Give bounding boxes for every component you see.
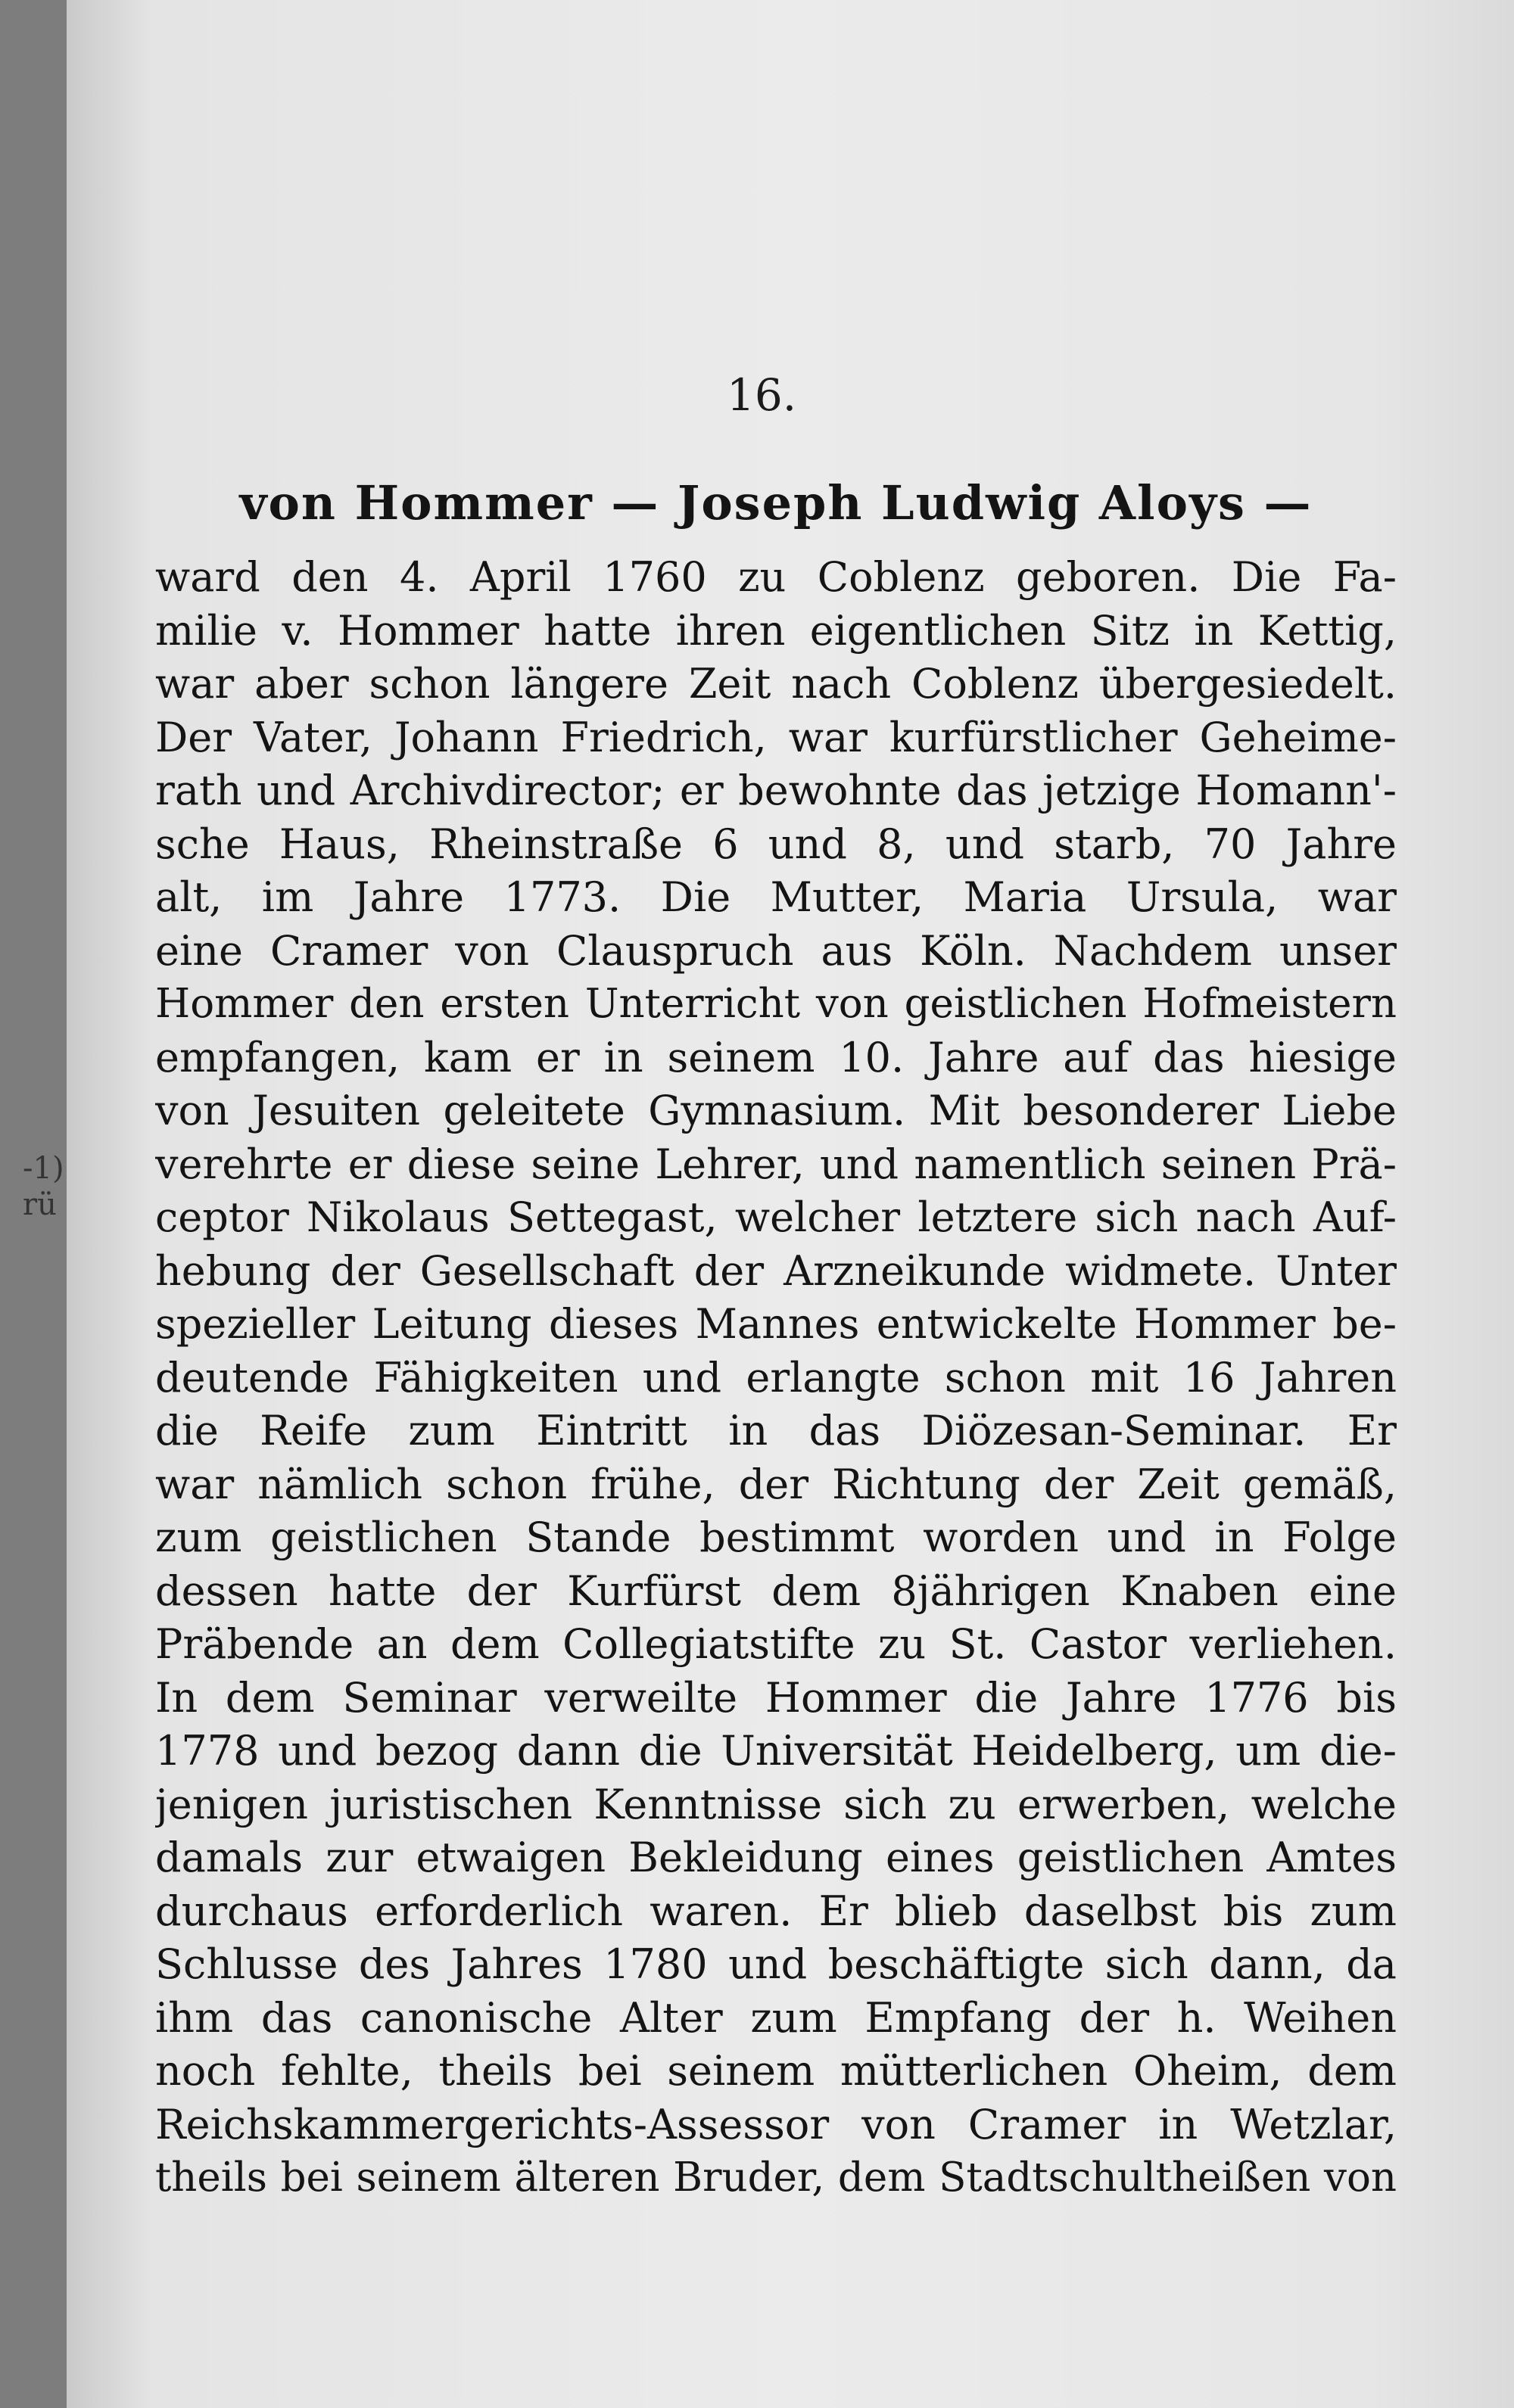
text-line: Präbende an dem Collegiatstifte zu St. Castor verliehen. — [155, 1620, 1397, 1668]
text-line: von Jesuiten geleitete Gymnasium. Mit besonderer Liebe — [155, 1087, 1397, 1134]
text-line: Der Vater, Johann Friedrich, war kurfürstlicher Geheime- — [155, 713, 1397, 761]
text-line: hebung der Gesellschaft der Arzneikunde widmete. Unter — [155, 1246, 1397, 1295]
text-line: milie v. Hommer hatte ihren eigentlichen Sitz in Kettig, — [155, 606, 1397, 655]
text-line: noch fehlte, theils bei seinem mütterlichen Oheim, dem — [155, 2047, 1397, 2095]
text-line: die Reife zum Eintritt in das Diözesan-Seminar. Er — [155, 1407, 1397, 1454]
text-lines — [155, 551, 1397, 2205]
text-line: In dem Seminar verweilte Hommer die Jahre 1776 bis — [155, 1673, 1397, 1722]
margin-note-line: rü — [23, 1187, 57, 1222]
text-line: Reichskammergerichts-Assessor von Cramer in Wetzlar, — [155, 2100, 1397, 2148]
text-line: dessen hatte der Kurfürst dem 8jährigen Knaben eine — [155, 1566, 1397, 1615]
text-line: Hommer den ersten Unterricht von geistlichen Hofmeistern — [155, 981, 1397, 1027]
text-line: zum geistlichen Stande bestimmt worden und in Folge — [155, 1514, 1397, 1561]
text-line: rath und Archivdirector; er bewohnte das jetzige Homann'- — [155, 767, 1397, 814]
page-number: 16. — [727, 369, 797, 421]
text-line: Schlusse des Jahres 1780 und beschäftigte sich dann, da — [155, 1940, 1397, 1988]
text-line: deutende Fähigkeiten und erlangte schon mit 16 Jahren — [155, 1353, 1397, 1402]
text-line: eine Cramer von Clauspruch aus Köln. Nachdem unser — [155, 926, 1397, 975]
handwritten-margin-note — [23, 1150, 76, 1223]
text-line: alt, im Jahre 1773. Die Mutter, Maria Ursula, war — [155, 873, 1397, 921]
text-line: jenigen juristischen Kenntnisse sich zu erwerben, welche — [155, 1780, 1397, 1828]
margin-note-line: -1) — [23, 1151, 64, 1186]
text-line: ward den 4. April 1760 zu Coblenz geboren. Die Fa- — [155, 553, 1397, 601]
body-text — [155, 469, 1397, 2205]
text-line: damals zur etwaigen Bekleidung eines geistlichen Amtes — [155, 1834, 1397, 1881]
text-line: durchaus erforderlich waren. Er blieb daselbst bis zum — [155, 1887, 1397, 1935]
text-line: sche Haus, Rheinstraße 6 und 8, und starb, 70 Jahre — [155, 820, 1397, 868]
text-line: ihm das canonische Alter zum Empfang der h. Weihen — [155, 1993, 1397, 2042]
entry-heading: von Hommer — Joseph Ludwig Aloys — — [239, 475, 1313, 530]
text-line: ceptor Nikolaus Settegast, welcher letztere sich nach Auf- — [155, 1193, 1397, 1241]
text-line: 1778 und bezog dann die Universität Heidelberg, um die- — [155, 1727, 1397, 1775]
text-line: theils bei seinem älteren Bruder, dem Stadtschultheißen von — [155, 2154, 1397, 2201]
text-line: war nämlich schon frühe, der Richtung der Zeit gemäß, — [155, 1460, 1397, 1508]
text-line: spezieller Leitung dieses Mannes entwickelte Hommer be- — [155, 1300, 1397, 1348]
text-line: war aber schon längere Zeit nach Coblenz übergesiedelt. — [155, 660, 1397, 708]
text-line: verehrte er diese seine Lehrer, und namentlich seinen Prä- — [155, 1140, 1397, 1188]
text-line: empfangen, kam er in seinem 10. Jahre auf das hiesige — [155, 1033, 1397, 1081]
